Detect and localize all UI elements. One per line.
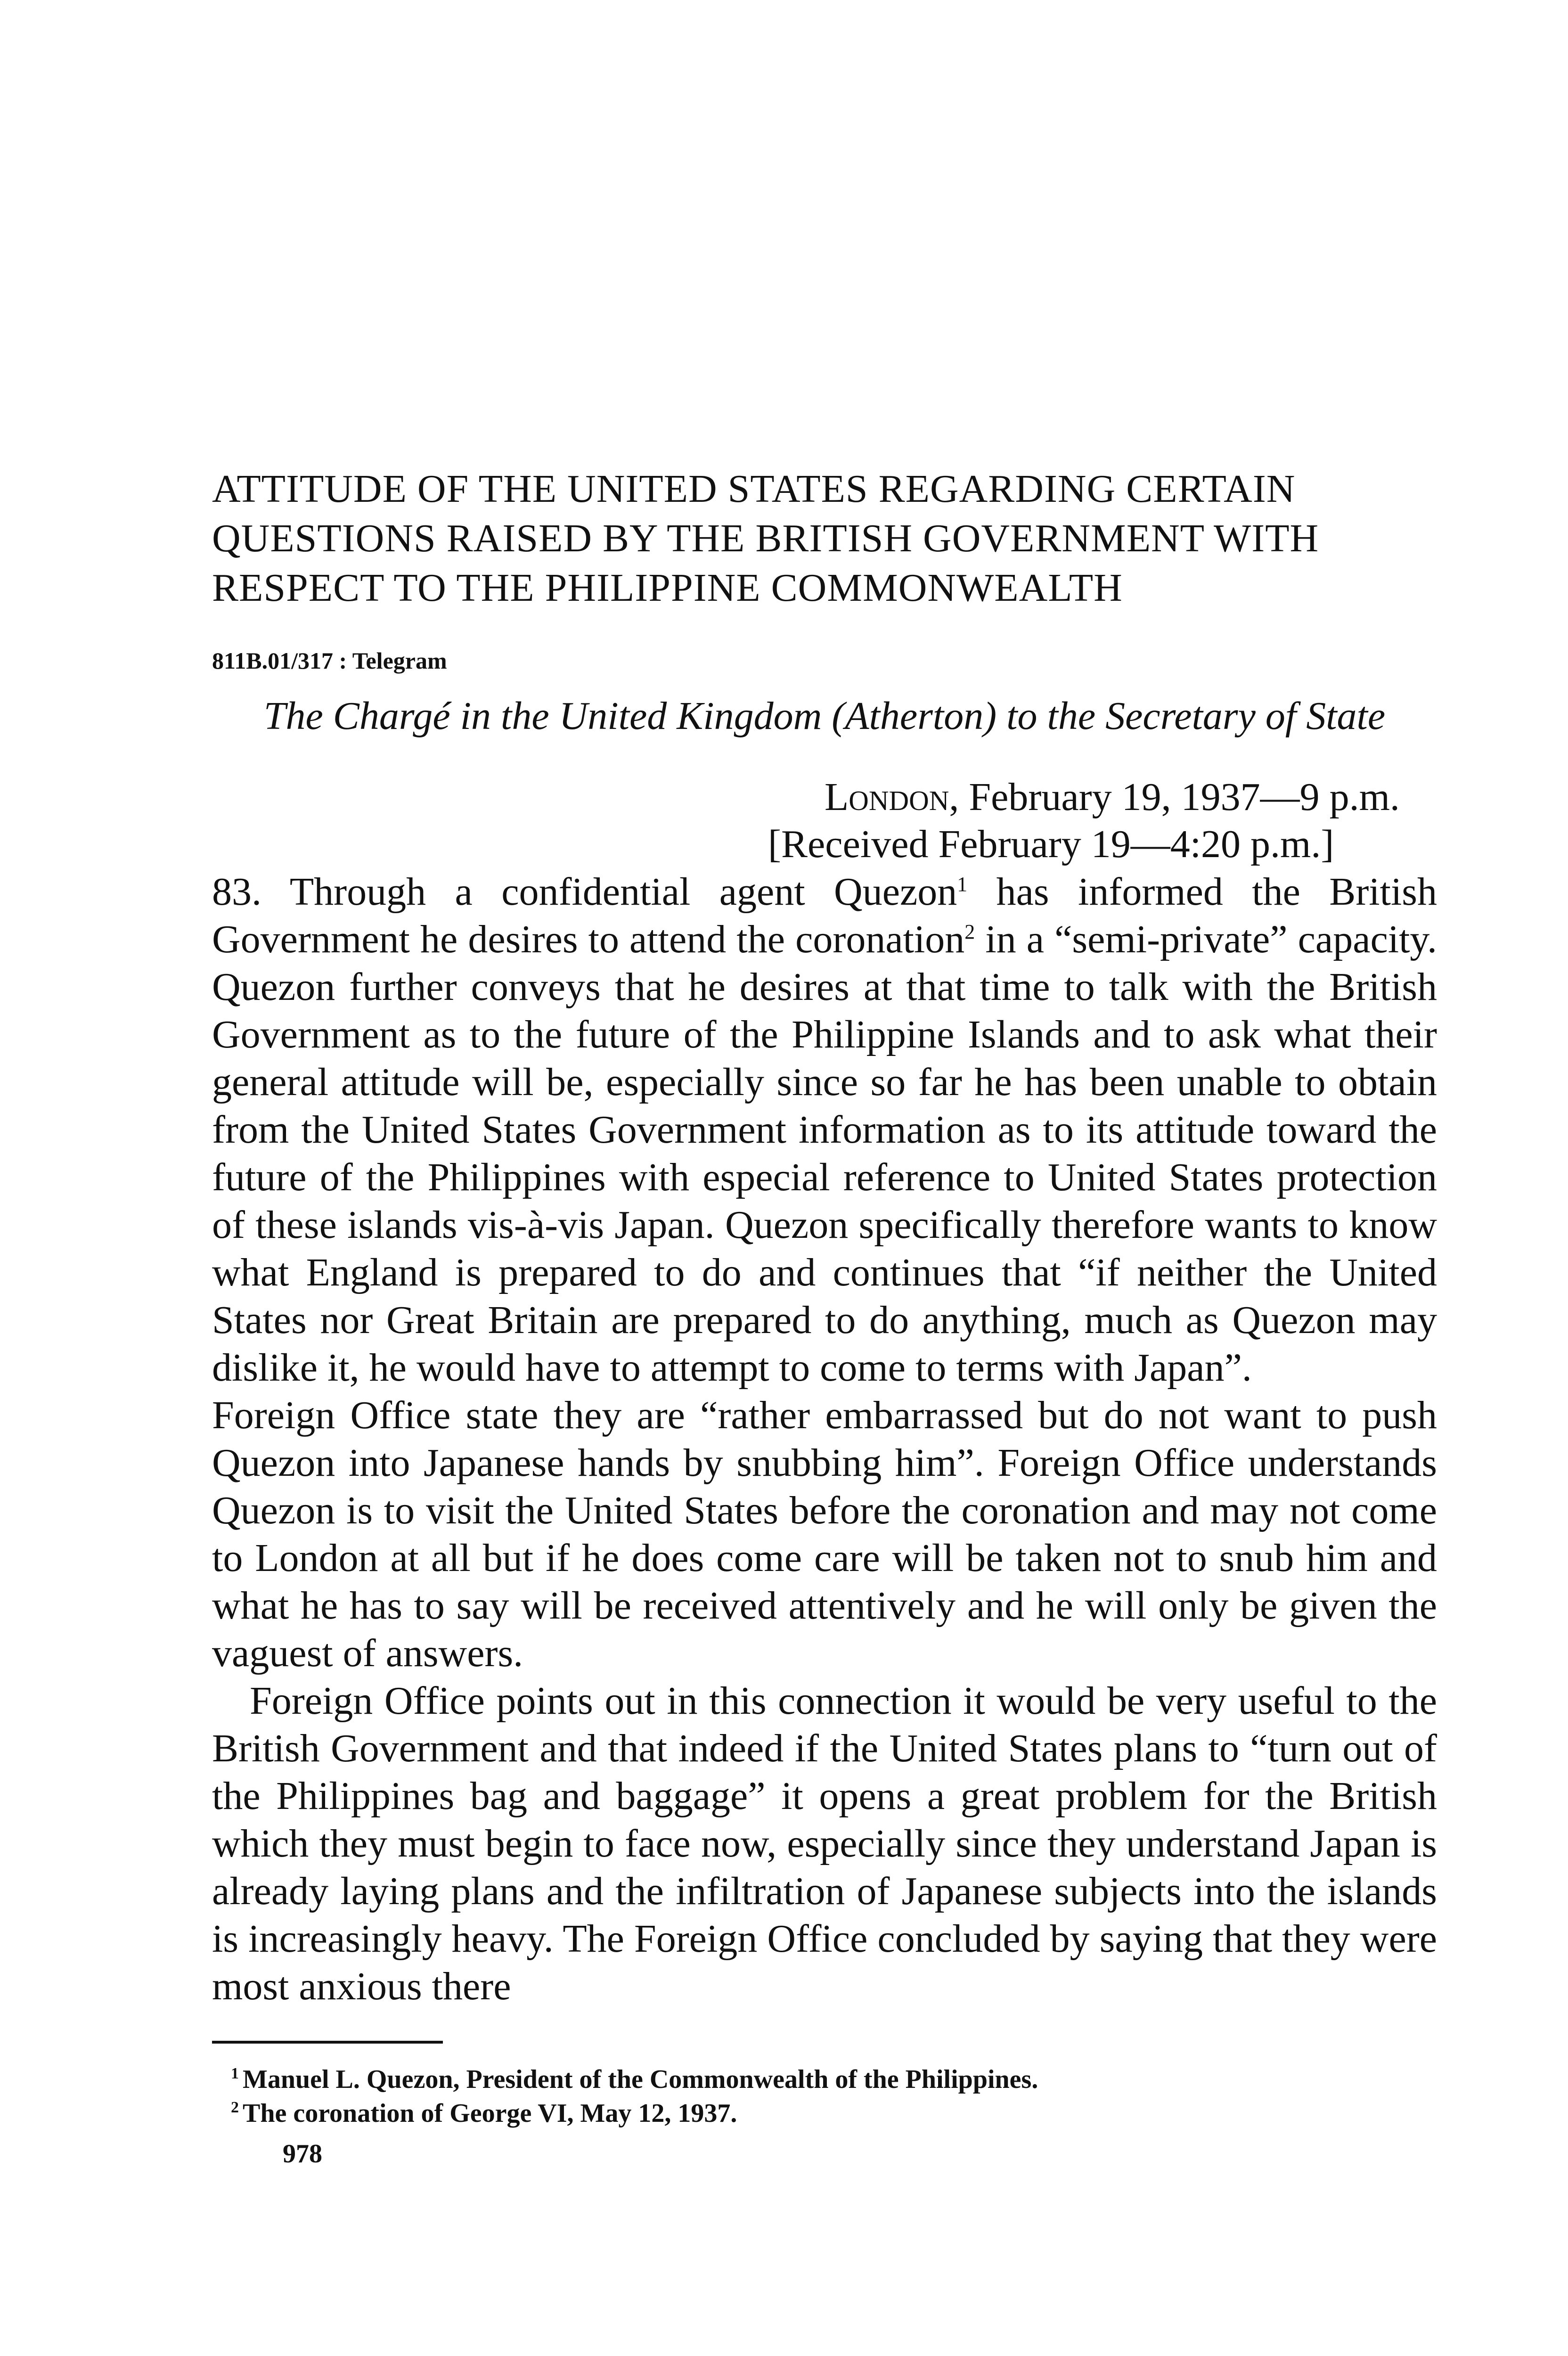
- footnotes: [212, 2062, 1437, 2130]
- page-number: 978: [283, 2139, 322, 2168]
- section-heading: ATTITUDE OF THE UNITED STATES REGARDING CERTAIN QUESTIONS RAISED BY THE BRITISH GOVERNMENT WITH RESPECT TO THE PHILIPPINE COMMONWEALTH: [212, 467, 1319, 610]
- paragraph-2: Foreign Office state they are “rather embarrassed but do not want to push Quezon into Japanese hands by snubbing him”. Foreign Office understands Quezon is to visit the United States before the coronation and may not come to London at all but if he does come care will be taken not to snub him and what he has to say will be received attentively and he will only be given the vaguest of answers.: [212, 1393, 1437, 1675]
- paragraph-1: [212, 868, 1437, 1391]
- footnote-1: [231, 2062, 1437, 2096]
- received-note: [Received February 19—4:20 p.m.]: [768, 822, 1334, 866]
- document-addressee: The Chargé in the United Kingdom (Atherton) to the Secretary of State: [263, 694, 1386, 738]
- dateline-date: February 19, 1937—9 p.m.: [959, 775, 1400, 819]
- paragraph-1-part-a: 83. Through a confidential agent Quezon: [212, 870, 957, 914]
- footnote-text: Manuel L. Quezon, President of the Commonwealth of the Philippines.: [243, 2065, 1038, 2094]
- footnote-2: [231, 2096, 1437, 2130]
- footnote-ref-1: 1: [957, 873, 968, 896]
- dateline-place: London,: [825, 775, 959, 819]
- footnote-ref-2: 2: [964, 920, 975, 943]
- dateline: [212, 774, 1437, 821]
- footnote-mark: 2: [231, 2099, 239, 2117]
- file-reference: 811B.01/317 : Telegram: [212, 647, 447, 674]
- footnote-divider: [212, 2041, 443, 2044]
- footnote-text: The coronation of George VI, May 12, 1937.: [243, 2099, 737, 2128]
- footnote-mark: 1: [231, 2065, 239, 2083]
- paragraph-1-part-b: has informed the British Government he desires to attend the coronation: [212, 870, 1437, 961]
- paragraph-3: Foreign Office points out in this connection it would be very useful to the British Government and that indeed if the United States plans to “turn out of the Philippines bag and baggage” it opens a great problem for the British which they must begin to face now, especially since they understand Japan is already laying plans and the infiltration of Japanese subjects into the islands is increasingly heavy. The Foreign Office concluded by saying that they were most anxious there: [212, 1679, 1437, 2008]
- document-page: [212, 464, 1437, 2169]
- paragraph-1-part-c: in a “semi-private” capacity. Quezon further conveys that he desires at that time to talk with the British Government as to the future of the Philippine Islands and to ask what their general attitude will be, especially since so far he has been unable to obtain from the United States Government information as to its attitude toward the future of the Philippines with especial reference to United States protection of these islands vis-à-vis Japan. Quezon specifically therefore wants to know what England is prepared to do and continues that “if neither the United States nor Great Britain are prepared to do anything, much as Quezon may dislike it, he would have to attempt to come to terms with Japan”.: [212, 917, 1437, 1390]
- telegram-body: [212, 868, 1437, 2010]
